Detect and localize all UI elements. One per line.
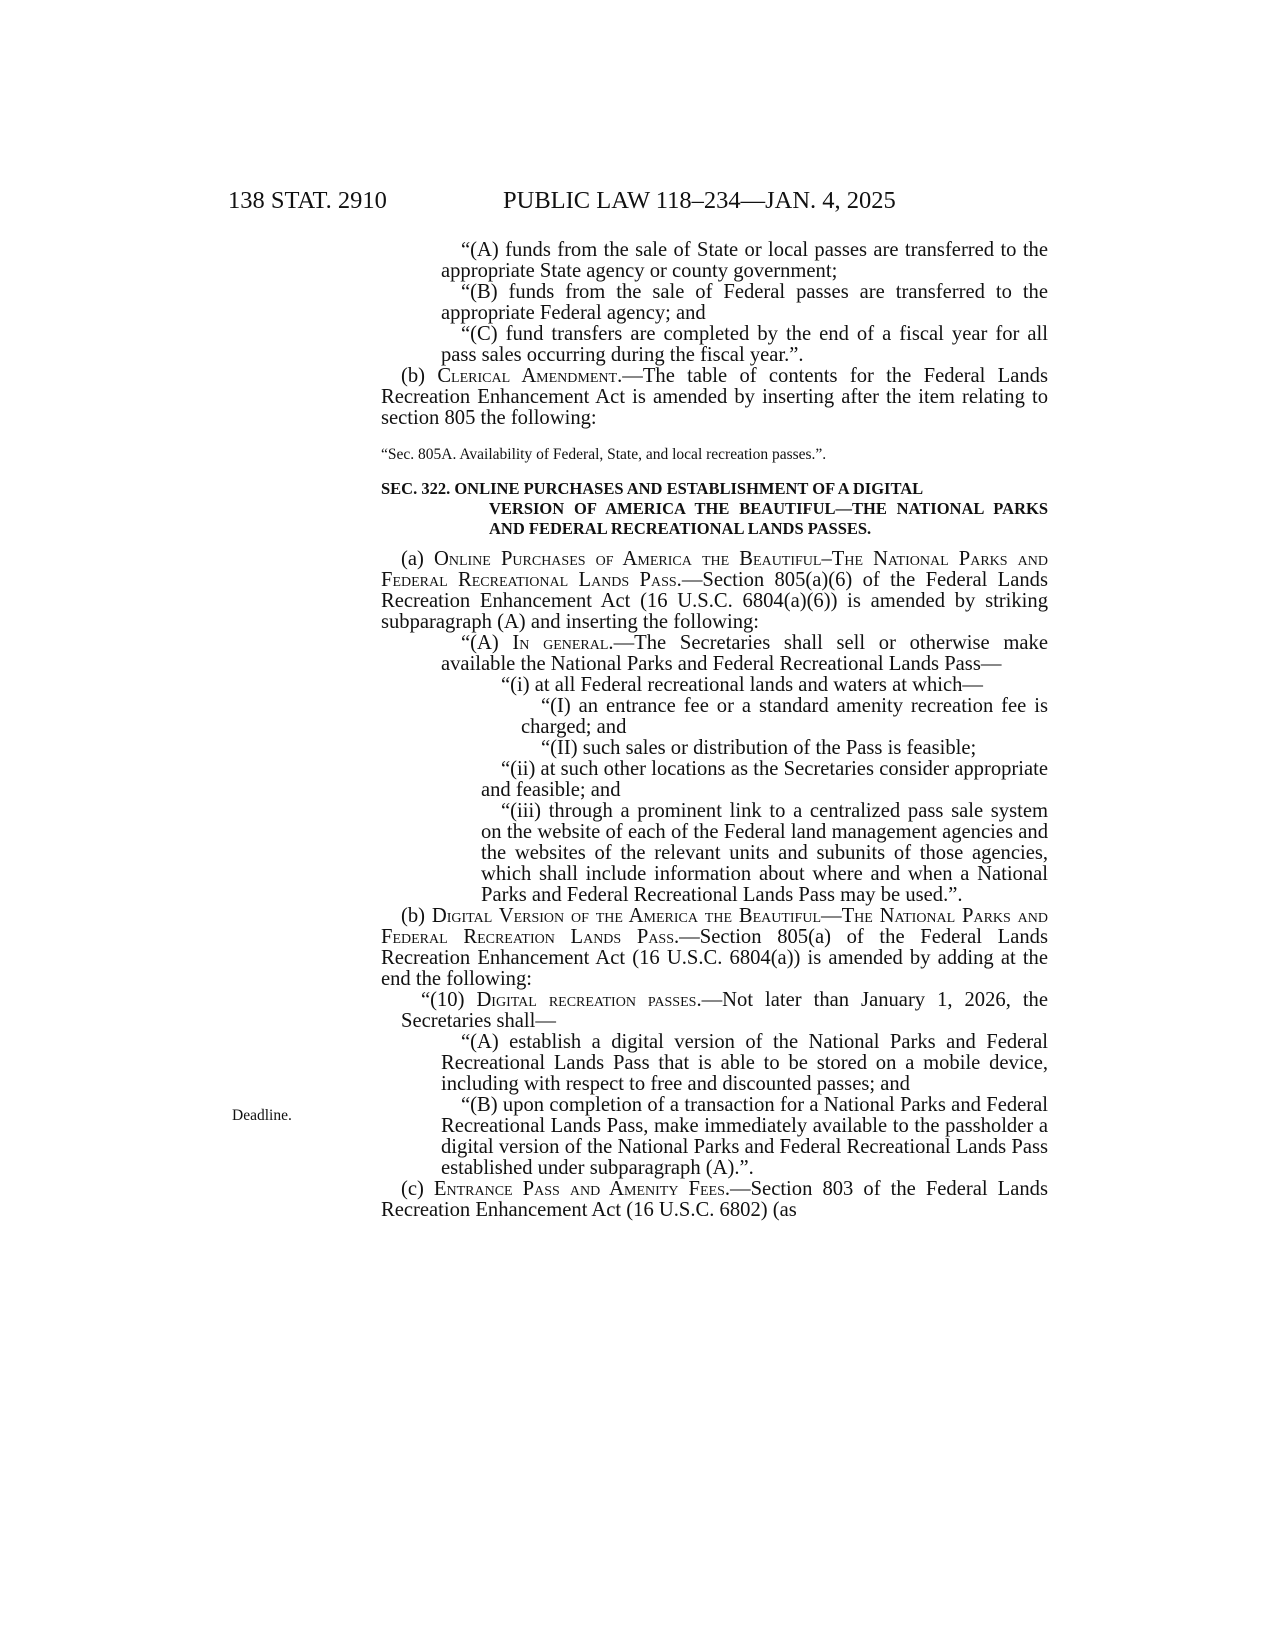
subclause-II: “(II) such sales or distribution of the Pass is feasible;	[541, 737, 977, 759]
section-heading: SEC. 322. ONLINE PURCHASES AND ESTABLISHMENT OF A DIGITAL VERSION OF AMERICA THE BEAUTIFUL—THE NATIONAL PARKS AND FEDERAL RECREATIONAL LANDS PASSES.	[381, 479, 1048, 538]
digital-recreation-passes-heading: Digital recreation passes	[476, 989, 697, 1011]
digital-subparagraph-A: “(A) establish a digital version of the National Parks and Federal Recreational Lands Pass that is able to be stored on a mobile device, including with respect to free and discounted passes; and	[441, 1031, 1048, 1095]
paragraph-A: “(A) funds from the sale of State or local passes are transferred to the appropriate State agency or county government;	[441, 239, 1048, 282]
subsection-c: (c) Entrance Pass and Amenity Fees.—Section 803 of the Federal Lands Recreation Enhancement Act (16 U.S.C. 6802) (as	[381, 1178, 1048, 1221]
clause-iii: “(iii) through a prominent link to a centralized pass sale system on the website of each of the Federal land management agencies and the websites of the relevant units and subunits of those agencies, which shall include information about where and when a National Parks and Federal Recreational Lands Pass may be used.”.	[481, 800, 1048, 906]
clause-i: “(i) at all Federal recreational lands and waters at which—	[501, 674, 984, 696]
running-title: PUBLIC LAW 118–234—JAN. 4, 2025	[503, 187, 896, 214]
subsection-c-heading: Entrance Pass and Amenity Fees	[433, 1178, 725, 1200]
clerical-amendment-heading: Clerical Amendment	[437, 365, 618, 387]
in-general-heading: In general	[512, 632, 609, 654]
subparagraph-A-in-general: “(A) In general.—The Secretaries shall sell or otherwise make available the National Parks and Federal Recreational Lands Pass—	[441, 632, 1048, 675]
digital-subparagraph-B: “(B) upon completion of a transaction for a National Parks and Federal Recreational Lands Pass, make immediately available to the passholder a digital version of the National Parks and Federal Recreational Lands Pass established under subparagraph (A).”.	[441, 1094, 1048, 1179]
toc-item: “Sec. 805A. Availability of Federal, State, and local recreation passes.”.	[381, 446, 827, 463]
paragraph-C: “(C) fund transfers are completed by the end of a fiscal year for all pass sales occurring during the fiscal year.”.	[441, 323, 1048, 366]
statute-page-number: 138 STAT. 2910	[228, 187, 387, 214]
paragraph-10: “(10) Digital recreation passes.—Not later than January 1, 2026, the Secretaries shall—	[401, 989, 1048, 1032]
document-body	[381, 240, 1048, 1221]
subsection-a: (a) Online Purchases of America the Beautiful–The National Parks and Federal Recreational Lands Pass.—Section 805(a)(6) of the Federal Lands Recreation Enhancement Act (16 U.S.C. 6804(a)(6)) is amended by striking subparagraph (A) and inserting the following:	[381, 548, 1048, 633]
clause-ii: “(ii) at such other locations as the Secretaries consider appropriate and feasible; and	[481, 758, 1048, 801]
page-header	[228, 187, 1035, 217]
margin-note-deadline: Deadline.	[232, 1107, 292, 1124]
paragraph-B: “(B) funds from the sale of Federal passes are transferred to the appropriate Federal agency; and	[441, 281, 1048, 324]
subsection-a-heading: Online Purchases of America the Beautiful–The National Parks and Federal Recreational Lands Pass	[381, 548, 1048, 591]
subsection-b-heading: Digital Version of the America the Beautiful—The National Parks and Federal Recreation Lands Pass	[381, 905, 1048, 948]
clerical-amendment: (b) Clerical Amendment.—The table of contents for the Federal Lands Recreation Enhancement Act is amended by inserting after the item relating to section 805 the following:	[381, 365, 1048, 429]
subclause-I: “(I) an entrance fee or a standard amenity recreation fee is charged; and	[521, 695, 1048, 738]
subsection-b: (b) Digital Version of the America the Beautiful—The National Parks and Federal Recreation Lands Pass.—Section 805(a) of the Federal Lands Recreation Enhancement Act (16 U.S.C. 6804(a)) is amended by adding at the end the following:	[381, 905, 1048, 990]
